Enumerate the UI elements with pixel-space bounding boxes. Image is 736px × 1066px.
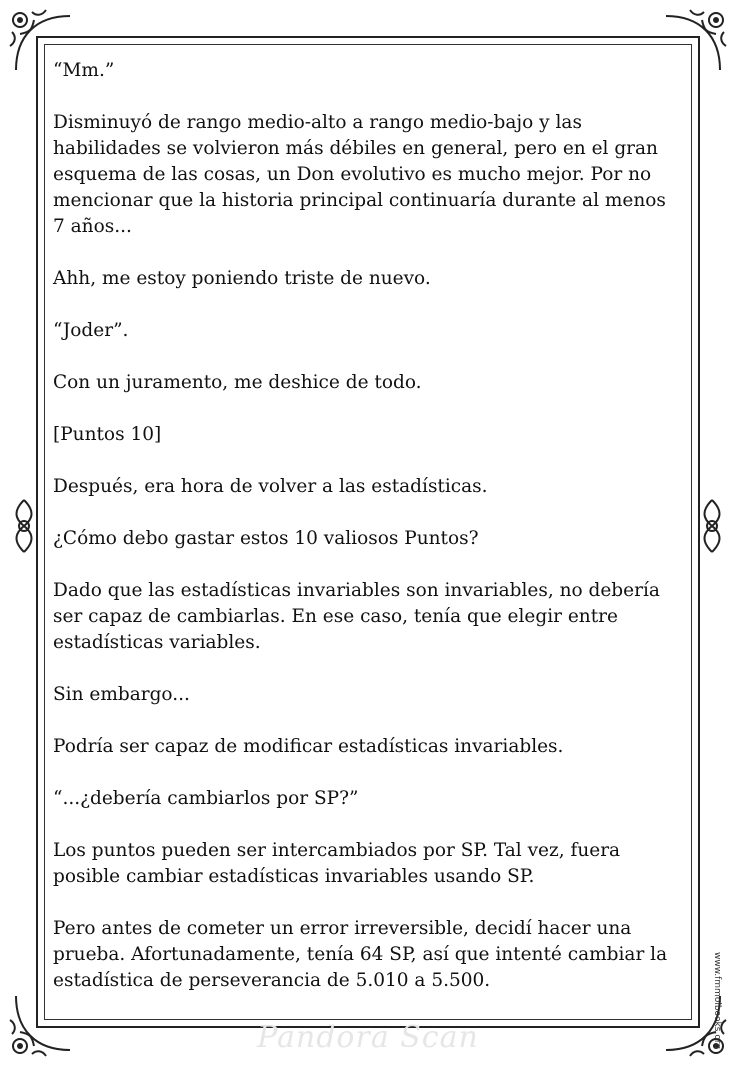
paragraph: Los puntos pueden ser intercambiados por SP. Tal vez, fuera posible cambiar estadísticas invariables usando SP. (53, 840, 621, 887)
side-ornament-icon (4, 496, 44, 556)
paragraph: Podría ser capaz de modificar estadísticas invariables. (53, 736, 564, 757)
chapter-text (53, 58, 683, 1020)
paragraph: [Puntos 10] (53, 424, 162, 445)
side-ornament-icon (692, 496, 732, 556)
paragraph: Con un juramento, me deshice de todo. (53, 372, 422, 393)
paragraph: Disminuyó de rango medio-alto a rango medio-bajo y las habilidades se volvieron más débiles en general, pero en el gran esquema de las cosas, un Don evolutivo es mucho mejor. Por no mencionar que la historia principal continuaría durante al menos 7 años... (53, 112, 666, 237)
watermark: Pandora Scan (257, 1020, 479, 1055)
paragraph: “Joder”. (53, 320, 129, 341)
paragraph: “...¿debería cambiarlos por SP?” (53, 788, 359, 809)
paragraph: Sin embargo... (53, 684, 190, 705)
paragraph: Después, era hora de volver a las estadísticas. (53, 476, 488, 497)
paragraph: “Mm.” (53, 60, 115, 81)
paragraph: ¿Cómo debo gastar estos 10 valiosos Puntos? (53, 528, 479, 549)
paragraph: Ahh, me estoy poniendo triste de nuevo. (53, 268, 431, 289)
paragraph: Pero antes de cometer un error irreversible, decidí hacer una prueba. Afortunadamente, tenía 64 SP, así que intenté cambiar la estadística de perseverancia de 5.010 a 5.500. (53, 918, 668, 991)
side-url-text: www.fmmolbooks.org (712, 952, 722, 1050)
paragraph: Dado que las estadísticas invariables son invariables, no debería ser capaz de cambiarlas. En ese caso, tenía que elegir entre estadísticas variables. (53, 580, 660, 653)
